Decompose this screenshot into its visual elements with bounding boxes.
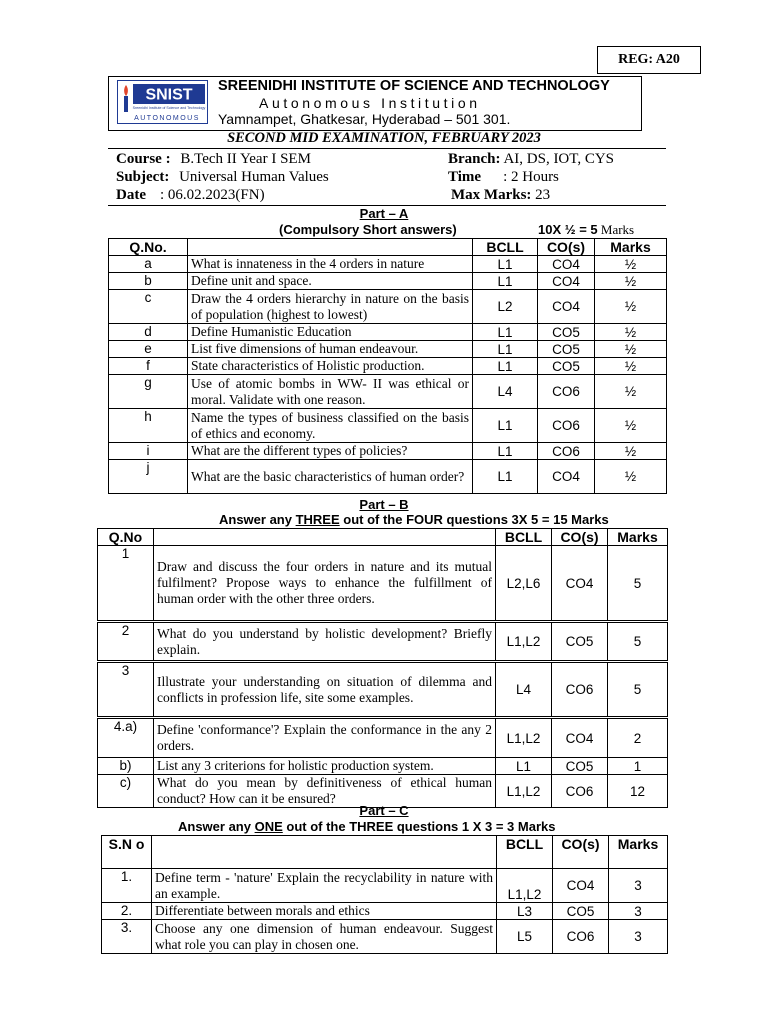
question-row <box>98 546 668 622</box>
column-header: CO(s) <box>553 836 609 869</box>
question-marks: ½ <box>595 443 667 460</box>
question-text: Use of atomic bombs in WW- II was ethical or moral. Validate with one reason. <box>188 375 473 409</box>
question-marks: ½ <box>595 460 667 494</box>
question-number: b) <box>98 758 154 775</box>
course-outcome: CO5 <box>538 341 595 358</box>
question-row <box>109 273 667 290</box>
column-header: BCLL <box>496 529 552 546</box>
question-marks: 1 <box>608 758 668 775</box>
part-c-instruction: Answer any ONE out of the THREE questions 1 X 3 = 3 Marks <box>178 819 556 834</box>
svg-text:AUTONOMOUS: AUTONOMOUS <box>134 115 200 122</box>
course-outcome: CO5 <box>552 622 608 662</box>
snist-logo <box>117 80 208 124</box>
bcll-level: L2,L6 <box>496 546 552 622</box>
question-text: List five dimensions of human endeavour. <box>188 341 473 358</box>
question-marks: ½ <box>595 358 667 375</box>
course-outcome: CO4 <box>538 256 595 273</box>
question-row <box>102 869 668 903</box>
question-row <box>109 290 667 324</box>
question-marks: 5 <box>608 662 668 718</box>
course-outcome: CO4 <box>538 273 595 290</box>
column-header: Marks <box>608 529 668 546</box>
question-row <box>102 920 668 954</box>
part-b-instruction: Answer any THREE out of the FOUR questions 3X 5 = 15 Marks <box>219 512 609 527</box>
question-marks: 12 <box>608 775 668 808</box>
institute-address: Yamnampet, Ghatkesar, Hyderabad – 501 301. <box>218 111 511 127</box>
bcll-level: L1 <box>473 460 538 494</box>
part-a-marks: 10X ½ = 5 Marks <box>538 222 635 237</box>
bcll-level: L1,L2 <box>496 775 552 808</box>
question-text: What do you understand by holistic development? Briefly explain. <box>154 622 496 662</box>
question-text: What do you mean by definitiveness of ethical human conduct? How can it be ensured? <box>154 775 496 808</box>
column-header: S.N o <box>102 836 152 869</box>
question-row <box>109 324 667 341</box>
column-header: BCLL <box>497 836 553 869</box>
question-marks: 2 <box>608 718 668 758</box>
column-header: CO(s) <box>552 529 608 546</box>
column-header: BCLL <box>473 239 538 256</box>
question-text: Differentiate between morals and ethics <box>152 903 497 920</box>
question-marks: ½ <box>595 273 667 290</box>
course-outcome: CO5 <box>552 758 608 775</box>
exam-title: SECOND MID EXAMINATION, FEBRUARY 2023 <box>227 130 541 146</box>
question-text: What are the basic characteristics of human order? <box>188 460 473 494</box>
question-row <box>109 358 667 375</box>
question-number: g <box>109 375 188 409</box>
course-outcome: CO6 <box>552 775 608 808</box>
question-marks: 5 <box>608 622 668 662</box>
part-b-table <box>97 528 668 808</box>
course-outcome: CO5 <box>553 903 609 920</box>
question-text: State characteristics of Holistic production. <box>188 358 473 375</box>
question-number: 3. <box>102 920 152 954</box>
question-number: 2. <box>102 903 152 920</box>
part-a-instruction: (Compulsory Short answers) <box>279 222 457 237</box>
course-outcome: CO4 <box>553 869 609 903</box>
bcll-level: L1 <box>473 409 538 443</box>
question-text: Choose any one dimension of human endeavour. Suggest what role you can play in chosen one. <box>152 920 497 954</box>
question-marks: 3 <box>609 869 668 903</box>
question-number: i <box>109 443 188 460</box>
question-marks: ½ <box>595 290 667 324</box>
question-text: Name the types of business classified on the basis of ethics and economy. <box>188 409 473 443</box>
course-outcome: CO6 <box>538 443 595 460</box>
question-row <box>109 409 667 443</box>
bcll-level: L1,L2 <box>496 718 552 758</box>
question-number: d <box>109 324 188 341</box>
question-text: What are the different types of policies? <box>188 443 473 460</box>
course-outcome: CO4 <box>552 546 608 622</box>
question-row <box>109 375 667 409</box>
question-text: List any 3 criterions for holistic production system. <box>154 758 496 775</box>
course-outcome: CO4 <box>538 460 595 494</box>
question-text: What is innateness in the 4 orders in nature <box>188 256 473 273</box>
svg-text:SNIST: SNIST <box>145 86 193 104</box>
question-marks: ½ <box>595 256 667 273</box>
bcll-level: L1,L2 <box>497 869 553 903</box>
question-number: c <box>109 290 188 324</box>
question-number: f <box>109 358 188 375</box>
question-number: 2 <box>98 622 154 662</box>
column-header: Q.No. <box>109 239 188 256</box>
question-marks: ½ <box>595 375 667 409</box>
table-header-row <box>98 529 668 546</box>
time-line: Time : 2 Hours <box>448 169 559 185</box>
part-b-title: Part – B <box>359 497 409 512</box>
meta-divider-top <box>108 148 666 149</box>
bcll-level: L2 <box>473 290 538 324</box>
max-marks-line: Max Marks: 23 <box>451 187 551 203</box>
column-header: Marks <box>609 836 668 869</box>
svg-text:Sreenidhi Institute of Science: Sreenidhi Institute of Science and Technology <box>132 106 206 110</box>
question-row <box>109 460 667 494</box>
subject-line: Subject: Universal Human Values <box>116 169 329 185</box>
institute-name: SREENIDHI INSTITUTE OF SCIENCE AND TECHNOLOGY <box>218 78 610 94</box>
column-header <box>152 836 497 869</box>
part-a-title: Part – A <box>359 206 409 221</box>
course-outcome: CO6 <box>538 375 595 409</box>
question-marks: ½ <box>595 324 667 341</box>
bcll-level: L1 <box>473 273 538 290</box>
branch-line: Branch: AI, DS, IOT, CYS <box>448 151 614 167</box>
question-row <box>98 718 668 758</box>
question-marks: 3 <box>609 920 668 954</box>
question-number: c) <box>98 775 154 808</box>
course-outcome: CO6 <box>553 920 609 954</box>
question-marks: ½ <box>595 409 667 443</box>
question-text: Define term - 'nature' Explain the recyclability in nature with an example. <box>152 869 497 903</box>
question-number: b <box>109 273 188 290</box>
question-text: Define unit and space. <box>188 273 473 290</box>
part-c-table <box>101 835 668 954</box>
course-outcome: CO5 <box>538 324 595 341</box>
question-text: Define Humanistic Education <box>188 324 473 341</box>
course-line: Course : B.Tech II Year I SEM <box>116 151 311 167</box>
bcll-level: L1 <box>473 341 538 358</box>
course-outcome: CO6 <box>538 409 595 443</box>
question-marks: 3 <box>609 903 668 920</box>
bcll-level: L1 <box>473 443 538 460</box>
question-row <box>109 443 667 460</box>
table-header-row <box>109 239 667 256</box>
question-text: Draw and discuss the four orders in nature and its mutual fulfilment? Propose ways to enhance the fulfillment of human order with the other three orders. <box>154 546 496 622</box>
column-header: Q.No <box>98 529 154 546</box>
question-number: j <box>109 460 188 494</box>
question-row <box>109 341 667 358</box>
question-text: Define 'conformance'? Explain the conformance in the any 2 orders. <box>154 718 496 758</box>
course-outcome: CO5 <box>538 358 595 375</box>
table-header-row <box>102 836 668 869</box>
part-c-title: Part – C <box>359 803 409 818</box>
part-a-table <box>108 238 667 494</box>
institute-subtitle: Autonomous Institution <box>259 95 481 111</box>
course-outcome: CO4 <box>538 290 595 324</box>
bcll-level: L1 <box>473 324 538 341</box>
bcll-level: L3 <box>497 903 553 920</box>
course-outcome: CO4 <box>552 718 608 758</box>
bcll-level: L4 <box>473 375 538 409</box>
bcll-level: L1 <box>473 256 538 273</box>
question-row <box>102 903 668 920</box>
question-row <box>98 622 668 662</box>
date-line: Date : 06.02.2023(FN) <box>116 187 265 203</box>
column-header <box>188 239 473 256</box>
course-outcome: CO6 <box>552 662 608 718</box>
question-number: 1. <box>102 869 152 903</box>
question-number: 1 <box>98 546 154 622</box>
registration-code: REG: A20 <box>597 46 701 74</box>
question-text: Illustrate your understanding on situation of dilemma and conflicts in profession life, site some examples. <box>154 662 496 718</box>
column-header: Marks <box>595 239 667 256</box>
question-row <box>109 256 667 273</box>
question-number: 3 <box>98 662 154 718</box>
question-row <box>98 662 668 718</box>
question-row <box>98 758 668 775</box>
bcll-level: L5 <box>497 920 553 954</box>
column-header: CO(s) <box>538 239 595 256</box>
bcll-level: L1 <box>496 758 552 775</box>
column-header <box>154 529 496 546</box>
question-marks: 5 <box>608 546 668 622</box>
question-number: h <box>109 409 188 443</box>
question-marks: ½ <box>595 341 667 358</box>
bcll-level: L1 <box>473 358 538 375</box>
question-number: 4.a) <box>98 718 154 758</box>
bcll-level: L4 <box>496 662 552 718</box>
question-number: a <box>109 256 188 273</box>
question-text: Draw the 4 orders hierarchy in nature on the basis of population (highest to lowest) <box>188 290 473 324</box>
question-number: e <box>109 341 188 358</box>
bcll-level: L1,L2 <box>496 622 552 662</box>
